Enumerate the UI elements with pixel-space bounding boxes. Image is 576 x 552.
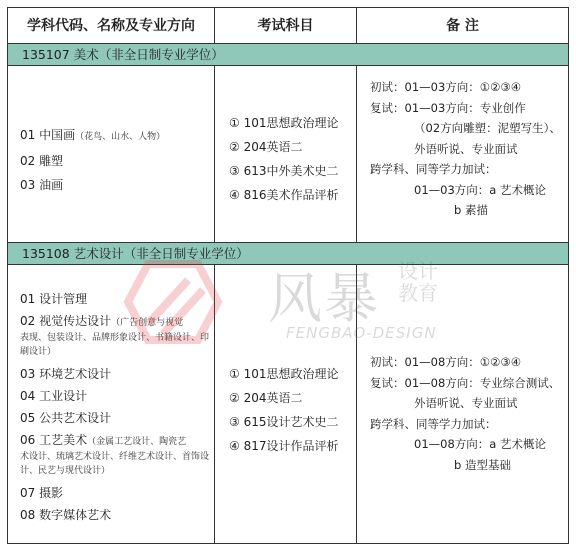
list-item: 初试：01—08方向：①②③④ [370,355,522,369]
list-item: ③ 615设计艺术史二 [229,415,339,429]
list-item: 01—08方向：a 艺术概论 [414,437,546,451]
list-item: 07 摄影 [20,486,64,500]
admissions-table [7,7,569,544]
list-item-detail: 表现、包装设计、品牌形象设计、书籍设计、印刷设计） [20,333,210,357]
list-item: ② 204英语二 [229,391,303,405]
list-item: ① 101思想政治理论 [229,116,339,130]
section-body-art-design [8,266,568,543]
section-title: 135107 美术（非全日制专业学位） [22,47,224,62]
list-item: ① 101思想政治理论 [229,367,339,381]
directions-list [20,123,165,197]
list-item: 02 雕塑 [20,154,64,168]
list-item: 复试：01—08方向：专业综合测试、 [370,375,561,390]
header-col-major: 学科代码、名称及专业方向 [27,18,195,34]
watermark-english: FENGBAO-DESIGN [286,324,437,342]
subjects-list [229,362,338,458]
list-item: ④ 816美术作品评析 [229,188,339,202]
list-item: 06 工艺美术（金属工艺设计、陶瓷艺 [20,433,187,447]
list-item: b 素描 [454,203,488,217]
header-col-remarks: 备 注 [446,18,479,34]
section-title: 135108 艺术设计（非全日制专业学位） [22,246,249,261]
list-item: 05 公共艺术设计 [20,411,112,425]
subjects-list [229,111,338,207]
list-item: ③ 613中外美术史二 [229,164,339,178]
list-item: 外语听说、专业面试 [414,141,518,156]
watermark-subtext: 设计 教育 [398,259,438,305]
list-item-detail: 术设计、琉璃艺术设计、纤维艺术设计、首饰设计、民艺与现代设计） [20,452,210,476]
remarks-list [370,77,561,221]
list-item: （02方向雕塑：泥塑写生）、 [414,121,561,135]
list-item: 初试：01—03方向：①②③④ [370,80,522,94]
list-item: 01—03方向：a 艺术概论 [414,182,546,197]
list-item: ④ 817设计作品评析 [229,439,339,453]
list-item: 01 设计管理 [20,292,88,306]
directions-list [20,288,210,526]
table-header [8,8,568,44]
section-band-fine-arts [8,44,568,66]
list-item: b 造型基础 [454,457,511,472]
section-body-fine-arts [8,67,568,243]
list-item: 复试：01—03方向：专业创作 [370,100,526,115]
list-item: 08 数字媒体艺术 [20,508,112,522]
header-col-subjects: 考试科目 [257,18,314,34]
list-item: 03 环境艺术设计 [20,367,112,381]
list-item: ② 204英语二 [229,140,303,154]
watermark-text: 风暴 [268,267,380,330]
list-item: 01 中国画（花鸟、山水、人物） [20,128,166,142]
section-band-art-design [8,243,568,265]
list-item: 跨学科、同等学力加试： [370,416,497,431]
list-item: 跨学科、同等学力加试： [370,162,497,176]
list-item: 02 视觉传达设计（广告创意与视觉 [20,314,184,328]
list-item: 外语听说、专业面试 [414,396,518,410]
list-item: 03 油画 [20,178,64,192]
list-item: 04 工业设计 [20,389,88,403]
remarks-list [370,352,560,475]
